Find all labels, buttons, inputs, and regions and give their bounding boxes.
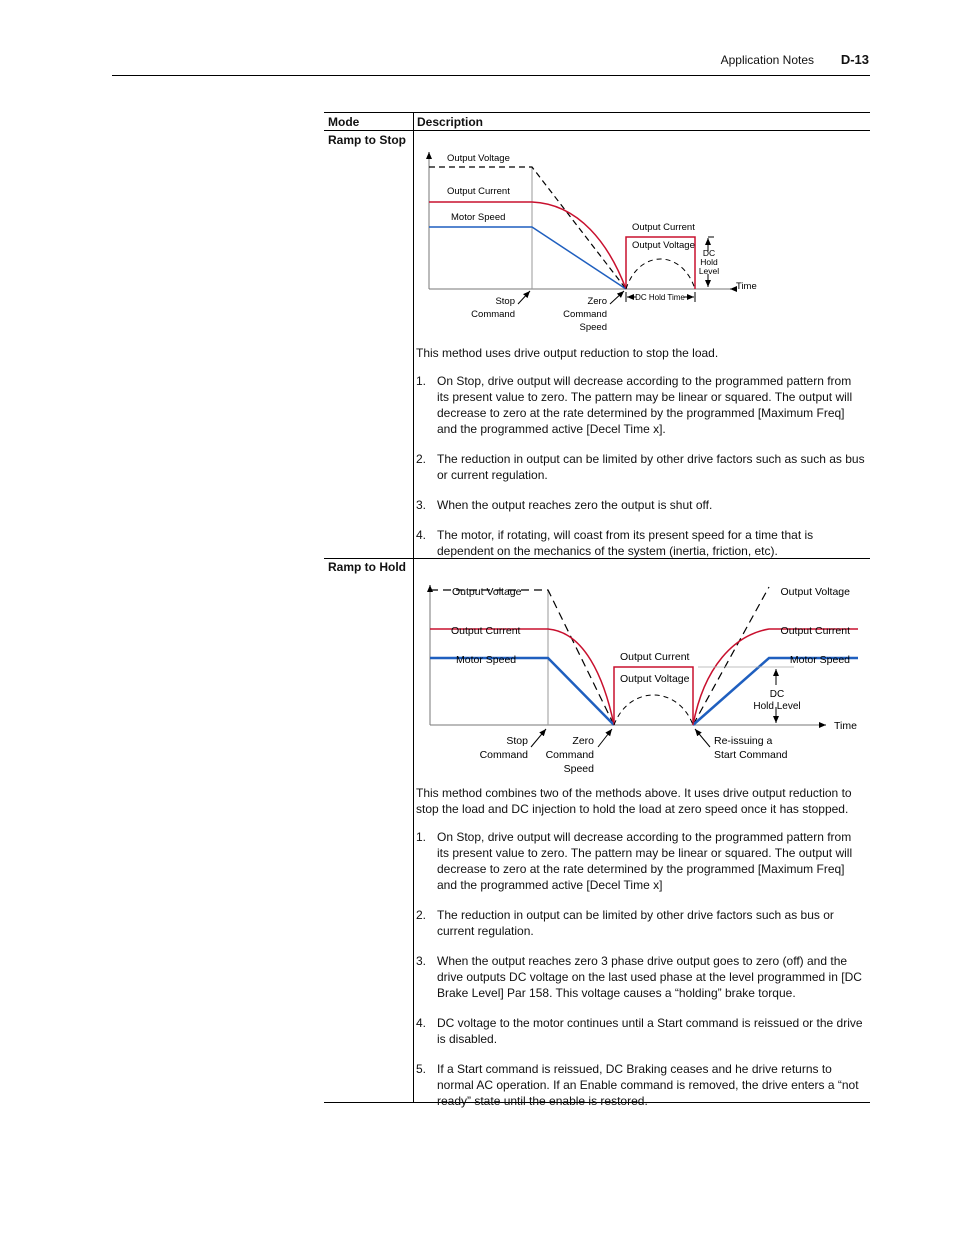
label-zero: Zero [572, 735, 594, 747]
list-item: 1. On Stop, drive output will decrease according to the programmed pattern from its present value to zero. The pattern may be linear or squared. The output will decrease to zero at the rate determined by the programmed [Maximum Freq] and the programmed active [Decel Time x]. [416, 374, 853, 436]
motor-speed-line-stop [430, 658, 614, 725]
label-command-2: Command [563, 309, 607, 320]
label-output-current-dc: Output Current [620, 651, 690, 663]
label-output-current-left: Output Current [451, 625, 521, 637]
label-output-current-dc: Output Current [632, 222, 695, 233]
label-dc: DC [769, 689, 785, 700]
mode-ramp-to-stop: Ramp to Stop [328, 133, 406, 147]
column-header-mode: Mode [328, 115, 360, 129]
list-item: 3. When the output reaches zero 3 phase drive output goes to zero (off) and the drive outputs DC voltage on the last used phase at the level programmed in [DC Brake Level] Par 158. This voltage causes a “holding” brake torque. [416, 954, 862, 1000]
table-top-rule [324, 112, 870, 113]
ramp-to-stop-description [416, 345, 866, 559]
ramp-to-hold-intro: This method combines two of the methods above. It uses drive output reduction to stop the load and DC injection to hold the load at zero speed once it has stopped. [416, 786, 852, 816]
label-output-voltage-right: Output Voltage [780, 586, 850, 598]
mode-ramp-to-hold: Ramp to Hold [328, 560, 406, 574]
label-start-command: Start Command [714, 749, 788, 761]
label-stop: Stop [506, 735, 528, 747]
label-motor-speed-right: Motor Speed [789, 654, 850, 666]
label-output-voltage-dc: Output Voltage [632, 240, 695, 251]
list-item: 2. The reduction in output can be limited by other drive factors such as such as bus or current regulation. [416, 452, 865, 482]
page-header [0, 52, 954, 76]
list-item: 2. The reduction in output can be limited by other drive factors such as bus or current regulation. [416, 908, 834, 938]
list-item: 4. The motor, if rotating, will coast from its present speed for a time that is dependent on the mechanics of the system (inertia, friction, etc). [416, 528, 814, 558]
dc-hold-voltage [626, 259, 695, 289]
header-rule [112, 75, 870, 76]
label-output-voltage-left: Output Voltage [452, 586, 522, 598]
label-dc: DC [702, 248, 716, 258]
label-speed: Speed [579, 322, 607, 333]
label-level: Level [698, 266, 720, 276]
ramp-to-hold-steps [416, 829, 866, 1109]
list-item: 1. On Stop, drive output will decrease according to the programmed pattern from its present value to zero. The pattern may be linear or squared. The output will decrease to zero at the rate determined by the programmed [Maximum Freq] and the programmed active [Decel Time x] [416, 830, 853, 892]
label-motor-speed: Motor Speed [451, 212, 506, 223]
label-command-2: Command [545, 749, 594, 761]
list-item: 5. If a Start command is reissued, DC Braking ceases and he drive returns to normal AC operation. If an Enable command is removed, the drive enters a “not ready” state until the enable is restored. [416, 1062, 859, 1108]
column-header-description: Description [417, 115, 484, 129]
label-motor-speed-left: Motor Speed [456, 654, 517, 666]
label-hold-level: Hold Level [753, 701, 801, 712]
label-command: Command [471, 309, 515, 320]
label-time: Time [736, 281, 757, 292]
label-time: Time [834, 720, 857, 732]
label-dc-hold-time: DC Hold Time [635, 293, 685, 302]
list-item: 3. When the output reaches zero the output is shut off. [416, 498, 713, 512]
label-output-voltage-dc: Output Voltage [620, 673, 690, 685]
label-speed: Speed [563, 763, 594, 775]
ramp-to-hold-diagram [414, 567, 864, 777]
label-output-voltage: Output Voltage [447, 153, 510, 164]
label-stop: Stop [495, 296, 515, 307]
ramp-to-stop-steps [416, 373, 866, 559]
ramp-to-stop-diagram [414, 134, 864, 334]
section-title: Application Notes [720, 53, 814, 67]
table-header-rule [324, 130, 870, 131]
label-output-current: Output Current [447, 186, 510, 197]
label-zero: Zero [587, 296, 607, 307]
label-hold: Hold [700, 257, 718, 267]
list-item: 4. DC voltage to the motor continues until a Start command is reissued or the drive is disabled. [416, 1016, 863, 1046]
ramp-to-hold-description [416, 785, 866, 1109]
ramp-to-stop-intro: This method uses drive output reduction to stop the load. [416, 346, 719, 360]
modes-table [324, 112, 870, 1108]
page-number: D-13 [840, 52, 869, 67]
label-reissuing: Re-issuing a [714, 735, 773, 747]
label-output-current-right: Output Current [780, 625, 850, 637]
output-current-line-stop [430, 629, 614, 725]
dc-hold-voltage [614, 695, 693, 725]
label-command: Command [479, 749, 528, 761]
